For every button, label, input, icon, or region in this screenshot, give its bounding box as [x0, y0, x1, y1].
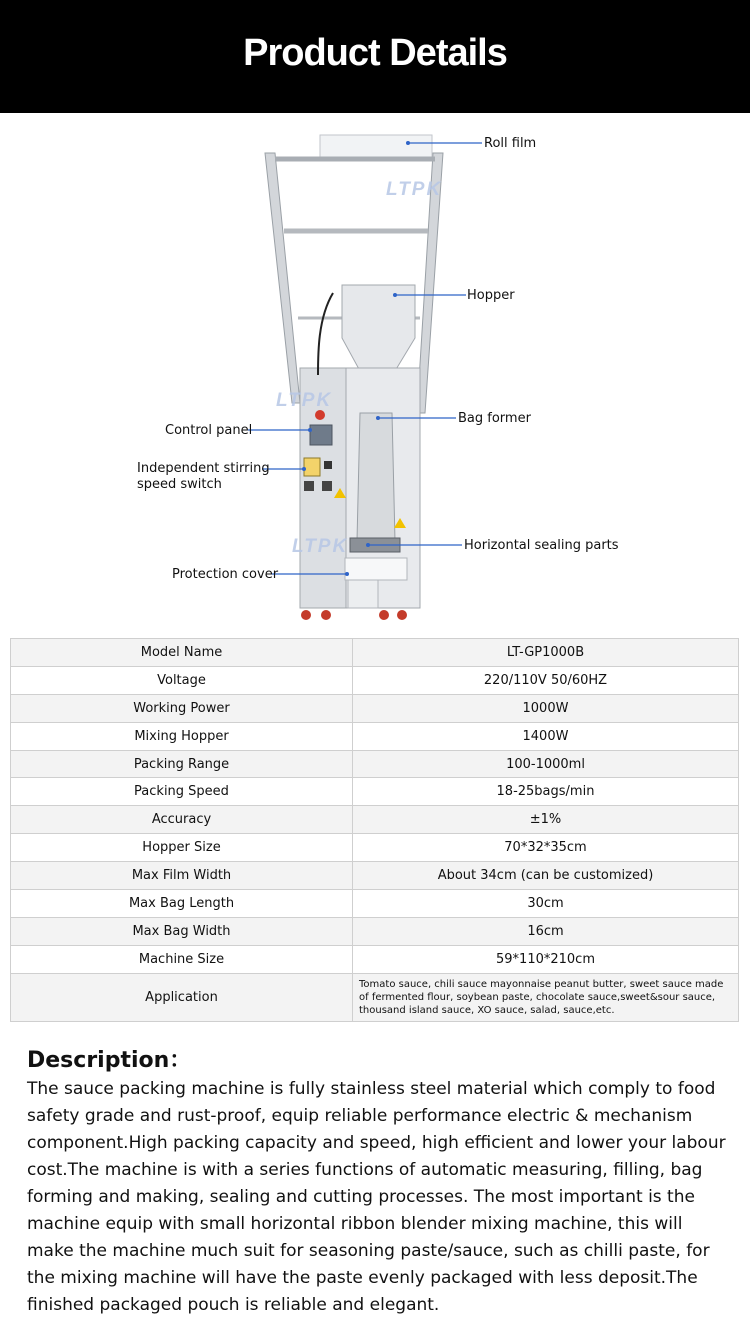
- power-cable: [318, 293, 333, 375]
- spec-label: Packing Speed: [11, 778, 353, 806]
- spec-value: 16cm: [353, 917, 739, 945]
- spec-row: [11, 806, 739, 834]
- spec-value: 18-25bags/min: [353, 778, 739, 806]
- spec-value: 1400W: [353, 722, 739, 750]
- spec-value: 30cm: [353, 890, 739, 918]
- bag-former-tube: [357, 413, 395, 541]
- callout-hopper: Hopper: [467, 288, 515, 303]
- wheel-2: [321, 610, 331, 620]
- spec-row: [11, 778, 739, 806]
- spec-value: 220/110V 50/60HZ: [353, 666, 739, 694]
- spec-value: 1000W: [353, 694, 739, 722]
- spec-label: Model Name: [11, 639, 353, 667]
- spec-label: Hopper Size: [11, 834, 353, 862]
- spec-label: Max Bag Width: [11, 917, 353, 945]
- callout-bag-former: Bag former: [458, 411, 531, 426]
- wheel-3: [379, 610, 389, 620]
- frame-left-post: [265, 153, 300, 403]
- protection-cover-shape: [345, 558, 407, 580]
- switch-knob: [324, 461, 332, 469]
- machine-illustration: [0, 113, 750, 638]
- wheel-4: [397, 610, 407, 620]
- spec-value: Tomato sauce, chili sauce mayonnaise peanut butter, sweet sauce made of fermented flour, soybean paste, chocolate sauce,sweet&sour sauce, thousand island sauce, XO sauce, salad, sauce,etc.: [353, 973, 739, 1021]
- spec-row: [11, 666, 739, 694]
- callout-control-panel: Control panel: [165, 423, 253, 438]
- description-title: Description：: [27, 1048, 192, 1073]
- spec-label: Machine Size: [11, 945, 353, 973]
- spec-value: 59*110*210cm: [353, 945, 739, 973]
- spec-label: Mixing Hopper: [11, 722, 353, 750]
- callout-protection-cover: Protection cover: [172, 567, 279, 582]
- callout-stirring-switch-line2: speed switch: [137, 477, 222, 492]
- spec-row: [11, 890, 739, 918]
- spec-label: Max Film Width: [11, 862, 353, 890]
- discharge-chute: [348, 580, 378, 608]
- spec-row: [11, 722, 739, 750]
- spec-value: ±1%: [353, 806, 739, 834]
- spec-label: Packing Range: [11, 750, 353, 778]
- spec-value: About 34cm (can be customized): [353, 862, 739, 890]
- callout-horizontal-sealing: Horizontal sealing parts: [464, 538, 619, 553]
- spec-label: Accuracy: [11, 806, 353, 834]
- machine-figure: [0, 113, 750, 638]
- brand-watermark: LTPK: [386, 179, 443, 200]
- description-body: The sauce packing machine is fully stainless steel material which comply to food safety grade and rust-proof, equip reliable performance electric & mechanism component.High packing capacity and speed, high efficient and lower your labour cost.The machine is with a series functions of automatic measuring, filling, bag forming and making, sealing and cutting processes. The most important is the machine equip with small horizontal ribbon blender mixing machine, this will make the machine much suit for seasoning paste/sauce, such as chilli paste, for the mixing machine will have the paste evenly packaged with less deposit.The finished packaged pouch is reliable and elegant.: [27, 1079, 726, 1315]
- callout-stirring-switch: [137, 461, 270, 493]
- spec-value: 100-1000ml: [353, 750, 739, 778]
- callout-roll-film: Roll film: [484, 136, 537, 151]
- wheel-1: [301, 610, 311, 620]
- hopper-body: [342, 285, 415, 371]
- spec-row: [11, 694, 739, 722]
- spec-table-body: [11, 639, 739, 1022]
- spec-row-application: [11, 973, 739, 1021]
- spec-row: [11, 862, 739, 890]
- page-header: [0, 0, 750, 113]
- spec-value: 70*32*35cm: [353, 834, 739, 862]
- callout-stirring-switch-line1: Independent stirring: [137, 461, 270, 476]
- spec-row: [11, 917, 739, 945]
- spec-label: Working Power: [11, 694, 353, 722]
- spec-row: [11, 834, 739, 862]
- spec-table: [10, 638, 739, 1022]
- roll-film-drum: [320, 135, 432, 159]
- spec-row: [11, 750, 739, 778]
- spec-row: [11, 945, 739, 973]
- button-b: [322, 481, 332, 491]
- spec-label: Max Bag Length: [11, 890, 353, 918]
- button-a: [304, 481, 314, 491]
- spec-value: LT-GP1000B: [353, 639, 739, 667]
- spec-label: Application: [11, 973, 353, 1021]
- control-display: [310, 425, 332, 445]
- brand-watermark: LTPK: [292, 536, 349, 557]
- stirring-switch: [304, 458, 320, 476]
- page-title: Product Details: [243, 32, 507, 74]
- spec-label: Voltage: [11, 666, 353, 694]
- spec-row: [11, 639, 739, 667]
- brand-watermark: LTPK: [276, 390, 333, 411]
